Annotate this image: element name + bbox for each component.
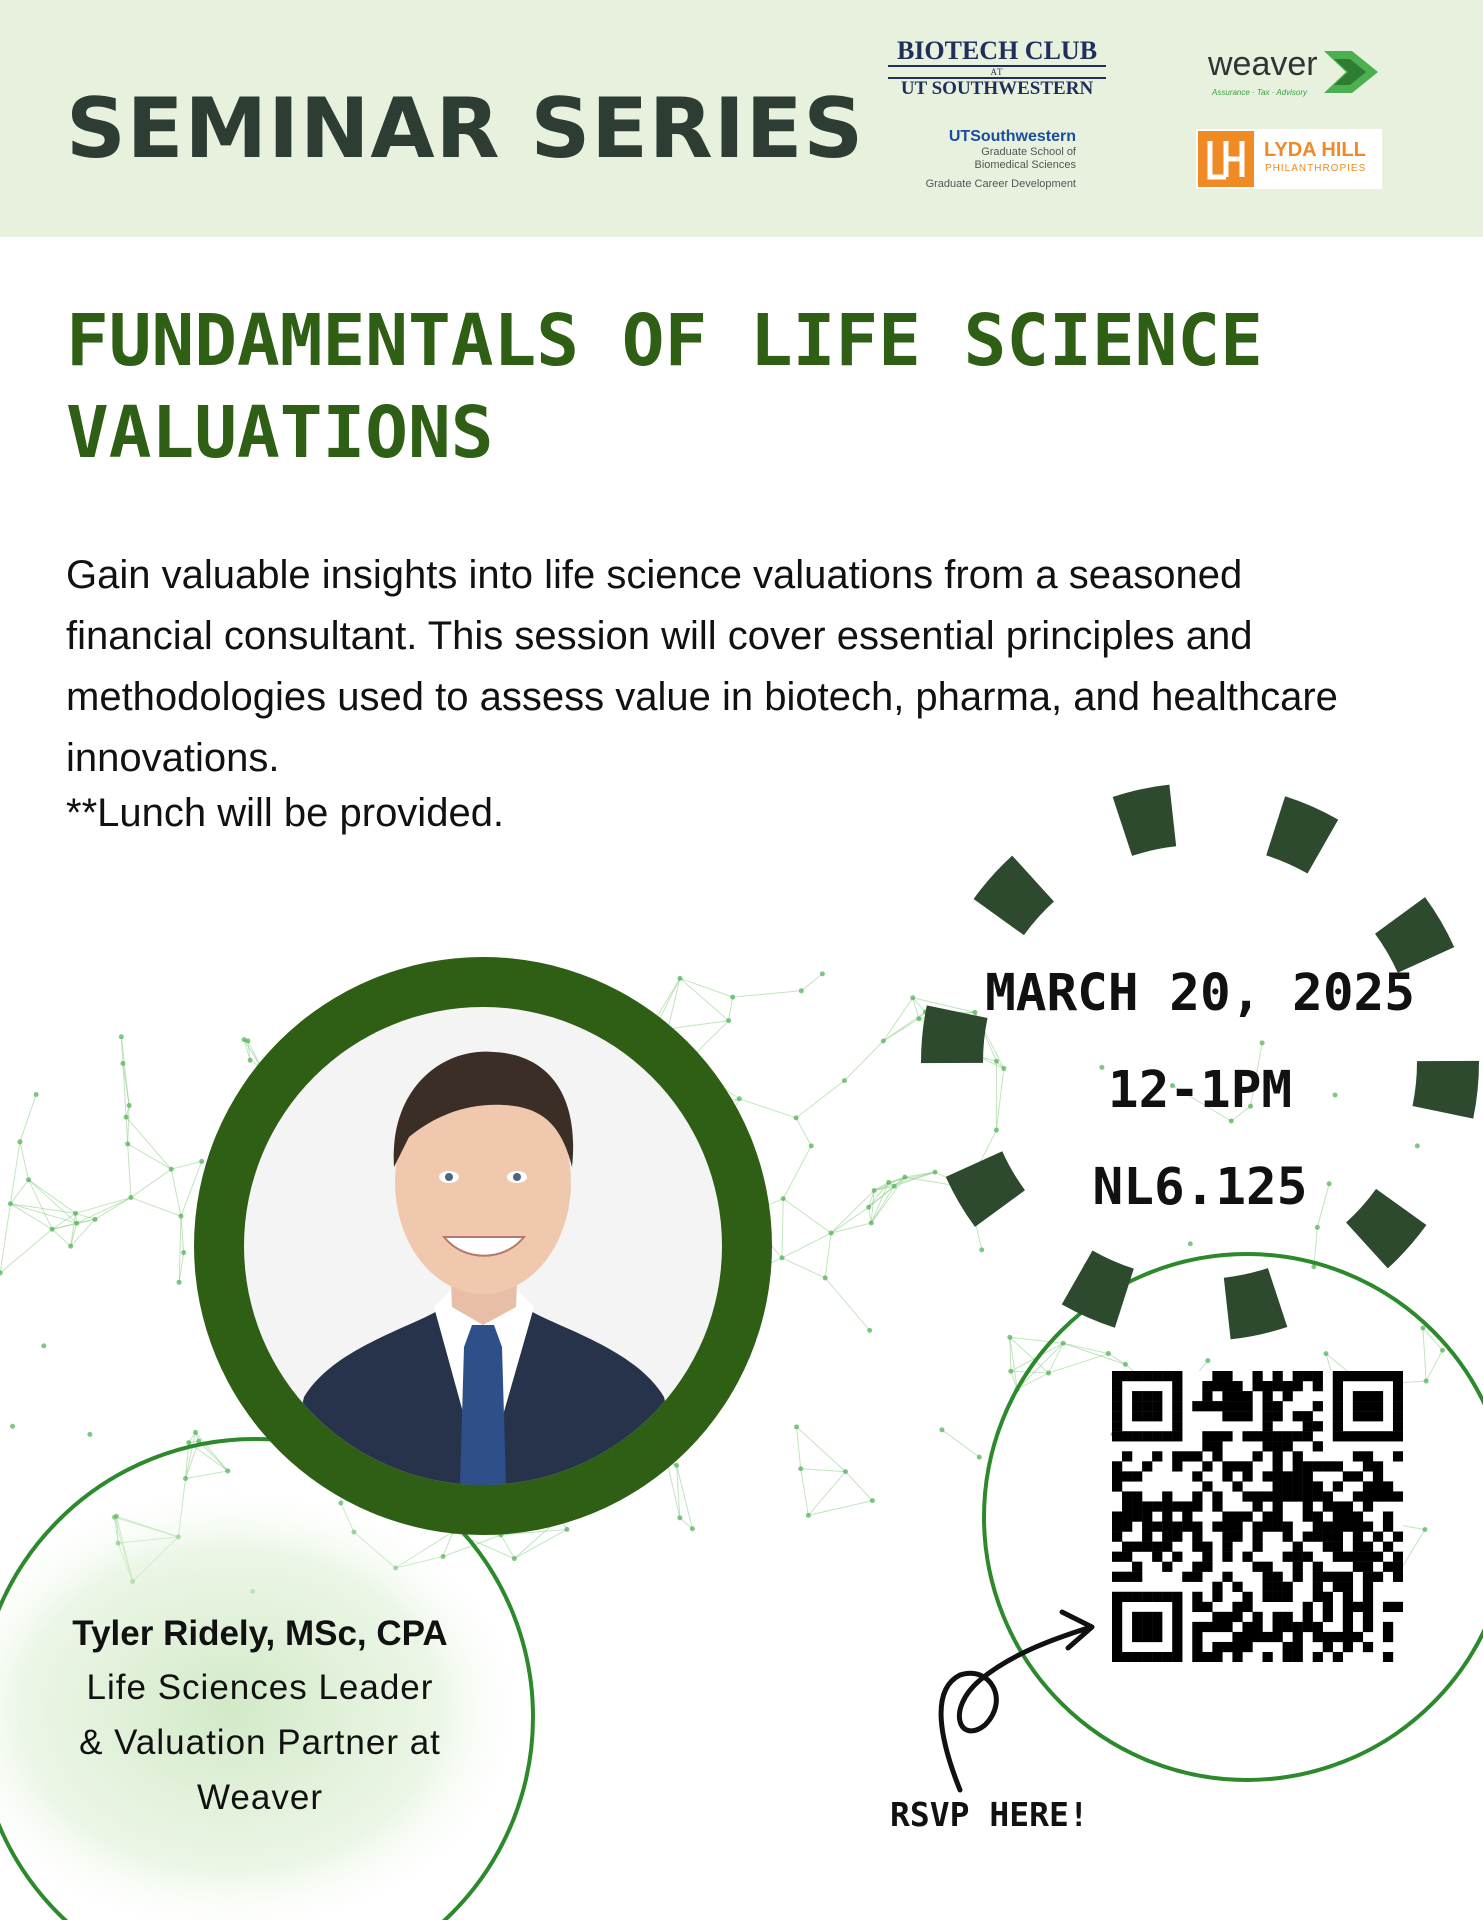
- network-link: [128, 1144, 131, 1198]
- network-node: [87, 1432, 92, 1437]
- network-node: [17, 1139, 22, 1144]
- network-node: [186, 1440, 191, 1445]
- network-link: [883, 998, 912, 1041]
- network-link: [131, 1169, 171, 1197]
- network-node: [842, 1078, 847, 1083]
- utsw-logo-sub2: Biomedical Sciences: [974, 159, 1076, 171]
- biotech-club-logo-line1: BIOTECH CLUB: [888, 38, 1106, 67]
- seminar-title: [66, 295, 1386, 479]
- network-link: [680, 978, 733, 997]
- lyda-hill-sub: PHILANTHROPIES: [1265, 163, 1367, 174]
- speaker-role-line2: & Valuation Partner at: [79, 1723, 441, 1762]
- network-link: [942, 1430, 979, 1457]
- event-time: 12-1PM: [1107, 1061, 1293, 1120]
- weaver-chevron-icon: [1324, 45, 1388, 99]
- rsvp-label: RSVP HERE!: [890, 1795, 1089, 1834]
- network-link: [883, 1019, 919, 1041]
- lyda-hill-mark-icon: [1198, 131, 1254, 187]
- network-node: [977, 1455, 982, 1460]
- network-link: [808, 1472, 845, 1516]
- network-node: [843, 1469, 848, 1474]
- speaker-role-line1: Life Sciences Leader: [86, 1668, 434, 1707]
- network-node: [674, 1463, 679, 1468]
- network-node: [869, 1221, 874, 1226]
- network-link: [733, 991, 802, 997]
- network-link: [808, 1501, 872, 1516]
- career-development-label: Graduate Career Development: [925, 178, 1076, 190]
- network-node: [867, 1328, 872, 1333]
- network-link: [453, 1532, 514, 1559]
- network-node: [1046, 1371, 1051, 1376]
- network-link: [739, 1099, 796, 1118]
- network-link: [797, 1427, 846, 1472]
- seminar-title-line1: FUNDAMENTALS OF LIFE SCIENCE: [66, 299, 1263, 382]
- biotech-club-logo: [888, 38, 1106, 99]
- ring-segment: [1266, 796, 1338, 873]
- network-node: [564, 1527, 569, 1532]
- network-node: [1205, 1358, 1210, 1363]
- network-node: [41, 1343, 46, 1348]
- network-link: [10, 1142, 20, 1204]
- network-node: [794, 1115, 799, 1120]
- network-node: [1420, 1326, 1425, 1331]
- network-node: [933, 1170, 938, 1175]
- network-link: [1063, 1343, 1108, 1353]
- network-link: [831, 1207, 869, 1233]
- network-link: [782, 1199, 783, 1258]
- network-node: [730, 995, 735, 1000]
- weaver-logo-tagline: Assurance · Tax · Advisory: [1212, 88, 1307, 97]
- network-node: [979, 1247, 984, 1252]
- network-link: [796, 1118, 811, 1146]
- weaver-logo: [1208, 45, 1388, 105]
- network-link: [729, 997, 733, 1021]
- network-link: [52, 1229, 70, 1246]
- network-link: [20, 1142, 29, 1180]
- network-link: [845, 1472, 872, 1501]
- network-node: [26, 1177, 31, 1182]
- network-node: [169, 1167, 174, 1172]
- network-node: [1424, 1379, 1429, 1384]
- speaker-role-line3: Weaver: [197, 1778, 323, 1817]
- network-node: [809, 1143, 814, 1148]
- lyda-hill-name: LYDA HILL: [1264, 139, 1366, 161]
- network-node: [779, 1255, 784, 1260]
- network-node: [248, 1058, 253, 1063]
- network-node: [10, 1424, 15, 1429]
- network-node: [512, 1556, 517, 1561]
- network-node: [178, 1214, 183, 1219]
- speaker-photo: [244, 1007, 722, 1485]
- network-link: [29, 1180, 77, 1223]
- network-link: [668, 1021, 729, 1029]
- utsw-logo-sub1: Graduate School of: [981, 146, 1076, 158]
- network-link: [783, 1199, 831, 1233]
- ring-segment: [1224, 1268, 1287, 1339]
- seminar-title-line2: VALUATIONS: [66, 391, 494, 474]
- network-node: [794, 1424, 799, 1429]
- network-node: [50, 1227, 55, 1232]
- speaker-info: [30, 1608, 490, 1825]
- network-link: [831, 1223, 871, 1233]
- header-banner: [0, 0, 1483, 237]
- network-link: [668, 978, 680, 1029]
- network-link: [796, 1081, 844, 1118]
- network-node: [886, 1180, 891, 1185]
- network-node: [245, 1038, 250, 1043]
- network-node: [916, 1016, 921, 1021]
- network-link: [126, 1117, 171, 1169]
- ring-segment: [974, 856, 1054, 936]
- lyda-hill-logo: [1196, 129, 1382, 189]
- network-node: [820, 971, 825, 976]
- network-node: [939, 1427, 944, 1432]
- biotech-club-logo-line3: UT SOUTHWESTERN: [888, 77, 1106, 99]
- network-link: [131, 1198, 181, 1217]
- network-node: [872, 1188, 877, 1193]
- network-link: [95, 1198, 131, 1220]
- series-title: SEMINAR SERIES: [66, 80, 865, 177]
- network-node: [127, 1103, 132, 1108]
- network-node: [68, 1244, 73, 1249]
- network-link: [782, 1258, 825, 1278]
- network-node: [125, 1141, 130, 1146]
- network-node: [74, 1221, 79, 1226]
- network-node: [881, 1039, 886, 1044]
- network-link: [0, 1229, 52, 1273]
- network-link: [171, 1169, 181, 1216]
- network-link: [20, 1094, 36, 1141]
- network-node: [690, 1526, 695, 1531]
- network-node: [678, 976, 683, 981]
- network-node: [1324, 1351, 1329, 1356]
- network-node: [870, 1498, 875, 1503]
- network-node: [225, 1468, 230, 1473]
- network-link: [1063, 1343, 1125, 1364]
- network-node: [737, 1096, 742, 1101]
- lunch-note: **Lunch will be provided.: [66, 791, 505, 835]
- network-link: [831, 1190, 874, 1233]
- network-node: [119, 1034, 124, 1039]
- weaver-logo-name: weaver: [1208, 45, 1318, 83]
- network-link: [1423, 1328, 1426, 1381]
- network-node: [93, 1217, 98, 1222]
- ring-segment: [1062, 1250, 1134, 1327]
- network-node: [120, 1061, 125, 1066]
- network-link: [680, 978, 729, 1020]
- network-node: [806, 1513, 811, 1518]
- network-node: [8, 1201, 13, 1206]
- network-link: [801, 1469, 809, 1516]
- network-node: [823, 1275, 828, 1280]
- network-node: [34, 1092, 39, 1097]
- network-link: [29, 1180, 76, 1214]
- network-node: [902, 1175, 907, 1180]
- network-link: [186, 1471, 228, 1479]
- utsw-logo: [916, 128, 1076, 172]
- network-node: [799, 988, 804, 993]
- network-link: [514, 1529, 567, 1558]
- network-node: [183, 1476, 188, 1481]
- network-link: [782, 1233, 831, 1258]
- utsw-logo-name: UTSouthwestern: [948, 128, 1076, 145]
- ring-segment: [1113, 785, 1176, 856]
- network-node: [892, 1184, 897, 1189]
- network-link: [801, 1469, 846, 1472]
- event-details: [960, 945, 1440, 1236]
- network-node: [829, 1231, 834, 1236]
- network-node: [73, 1211, 78, 1216]
- network-link: [801, 974, 822, 991]
- network-node: [1188, 1241, 1193, 1246]
- seminar-description: Gain valuable insights into life science valuations from a seasoned financial consultant. This session will cover essential principles and methodologies used to assess value in biotech, pharma, and healthcare innovations.: [66, 553, 1338, 780]
- network-link: [501, 1535, 514, 1559]
- network-link: [825, 1233, 831, 1278]
- rsvp-qr-code[interactable]: [1112, 1371, 1403, 1662]
- network-link: [10, 1204, 75, 1214]
- network-node: [866, 1205, 871, 1210]
- event-location: NL6.125: [1092, 1158, 1308, 1217]
- network-node: [1440, 1348, 1445, 1353]
- network-node: [726, 1018, 731, 1023]
- network-node: [1422, 1527, 1427, 1532]
- network-link: [844, 1041, 883, 1081]
- speaker-name: Tyler Ridely, MSc, CPA: [72, 1614, 448, 1653]
- network-node: [1106, 1351, 1111, 1356]
- network-link: [797, 1427, 801, 1469]
- network-node: [199, 1159, 204, 1164]
- network-link: [0, 1204, 10, 1273]
- network-node: [181, 1250, 186, 1255]
- network-node: [193, 1430, 198, 1435]
- network-node: [798, 1466, 803, 1471]
- network-link: [181, 1216, 184, 1252]
- network-node: [1123, 1362, 1128, 1367]
- network-node: [128, 1195, 133, 1200]
- network-link: [128, 1144, 172, 1169]
- qr-code-icon: [1112, 1371, 1403, 1662]
- network-node: [124, 1115, 129, 1120]
- network-link: [825, 1278, 870, 1330]
- network-link: [171, 1161, 201, 1169]
- network-node: [781, 1196, 786, 1201]
- event-date: MARCH 20, 2025: [985, 964, 1415, 1023]
- network-node: [1008, 1369, 1013, 1374]
- biotech-club-logo-line2: AT: [990, 67, 1004, 77]
- network-node: [910, 995, 915, 1000]
- network-link: [783, 1146, 811, 1199]
- network-node: [1061, 1341, 1066, 1346]
- network-link: [1426, 1350, 1442, 1381]
- network-link: [1049, 1354, 1109, 1373]
- network-node: [677, 1515, 682, 1520]
- network-node: [177, 1280, 182, 1285]
- network-node: [1007, 1335, 1012, 1340]
